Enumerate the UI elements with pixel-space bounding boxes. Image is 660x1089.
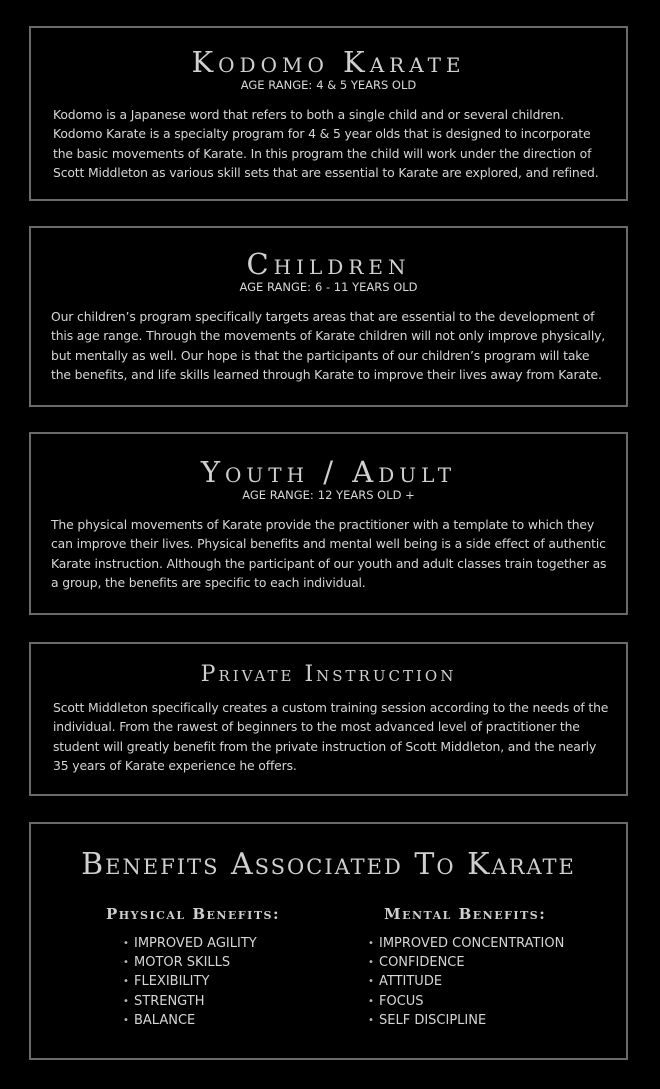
mental-benefits-list — [368, 934, 564, 1030]
list-item — [368, 972, 564, 991]
program-title: Kodomo Karate — [191, 45, 466, 79]
benefit-label: BALANCE — [134, 1012, 196, 1028]
benefit-label: FOCUS — [379, 993, 424, 1009]
program-description: Kodomo is a Japanese word that refers to both a single child and or several children. Kodomo Karate is a specialty program for 4 & 5 year olds that is designed to incorporate the basic movements of Karate. In this program the child will work under the direction of Scott Middleton as various skill sets that are essential to Karate are explored, and refined. — [53, 107, 599, 180]
benefit-label: FLEXIBILITY — [134, 974, 210, 990]
bullet-icon: • — [368, 976, 374, 988]
list-item — [368, 953, 564, 972]
benefit-label: IMPROVED AGILITY — [134, 936, 257, 951]
list-item — [123, 934, 257, 953]
benefit-label: MOTOR SKILLS — [134, 955, 231, 971]
program-description: Scott Middleton specifically creates a custom training session according to the needs of the individual. From the rawest of beginners to the most advanced level of practitioner the student will greatly benefit from the private instruction of Scott Middleton, and the nearly 35 years of Karate experience he offers. — [53, 700, 609, 773]
benefits-title: Benefits Associated To Karate — [81, 847, 576, 882]
bullet-icon: • — [123, 957, 129, 969]
age-range — [31, 280, 626, 294]
bullet-icon: • — [123, 938, 129, 949]
bullet-icon: • — [368, 938, 374, 949]
bullet-icon: • — [123, 995, 129, 1007]
program-panel-youth-adult — [29, 432, 628, 615]
age-range — [31, 488, 626, 502]
benefit-label: IMPROVED CONCENTRATION — [379, 936, 565, 951]
program-panel-private — [29, 642, 628, 796]
program-description: Our children’s program specifically targets areas that are essential to the development of this age range. Through the movements of Karate children will not only improve physically, but mentally as well. Our hope is that the participants of our children’s program will take the benefits, and life skills learned through Karate to improve their lives away from Karate. — [51, 309, 606, 382]
list-item — [368, 1011, 564, 1030]
list-item — [123, 972, 257, 991]
age-range-value: 4 & 5 YEARS OLD — [316, 78, 417, 92]
list-item — [368, 992, 564, 1011]
mental-benefits-heading: Mental Benefits: — [384, 905, 547, 923]
age-range — [31, 78, 626, 92]
benefit-label: ATTITUDE — [379, 974, 443, 990]
program-title: Private Instruction — [200, 662, 457, 687]
bullet-icon: • — [368, 995, 374, 1007]
benefit-label: CONFIDENCE — [379, 955, 465, 971]
bullet-icon: • — [368, 957, 374, 969]
physical-benefits-list — [123, 934, 257, 1030]
list-item — [368, 934, 564, 953]
benefit-label: STRENGTH — [134, 993, 205, 1009]
physical-benefits-heading: Physical Benefits: — [106, 905, 280, 923]
list-item — [123, 953, 257, 972]
program-panel-children — [29, 226, 628, 407]
age-range-label: AGE RANGE: — [240, 78, 313, 92]
bullet-icon: • — [368, 1014, 374, 1026]
list-item — [123, 1011, 257, 1030]
program-description: The physical movements of Karate provide the practitioner with a template to which they can improve their lives. Physical benefits and mental well being is a side effect of authentic Karate instruction. Although the participant of our youth and adult classes train together as a group, the benefits are specific to each individual. — [51, 517, 607, 590]
benefits-panel — [29, 822, 628, 1060]
age-range-value: 12 YEARS OLD + — [317, 488, 415, 502]
bullet-icon: • — [123, 976, 129, 988]
age-range-label: AGE RANGE: — [239, 280, 312, 294]
list-item — [123, 992, 257, 1011]
age-range-value: 6 - 11 YEARS OLD — [315, 280, 418, 294]
age-range-label: AGE RANGE: — [242, 488, 314, 502]
program-panel-kodomo — [29, 26, 628, 201]
program-title: Children — [246, 247, 411, 281]
bullet-icon: • — [123, 1014, 129, 1026]
program-title: Youth / Adult — [200, 455, 457, 489]
benefit-label: SELF DISCIPLINE — [379, 1012, 487, 1028]
